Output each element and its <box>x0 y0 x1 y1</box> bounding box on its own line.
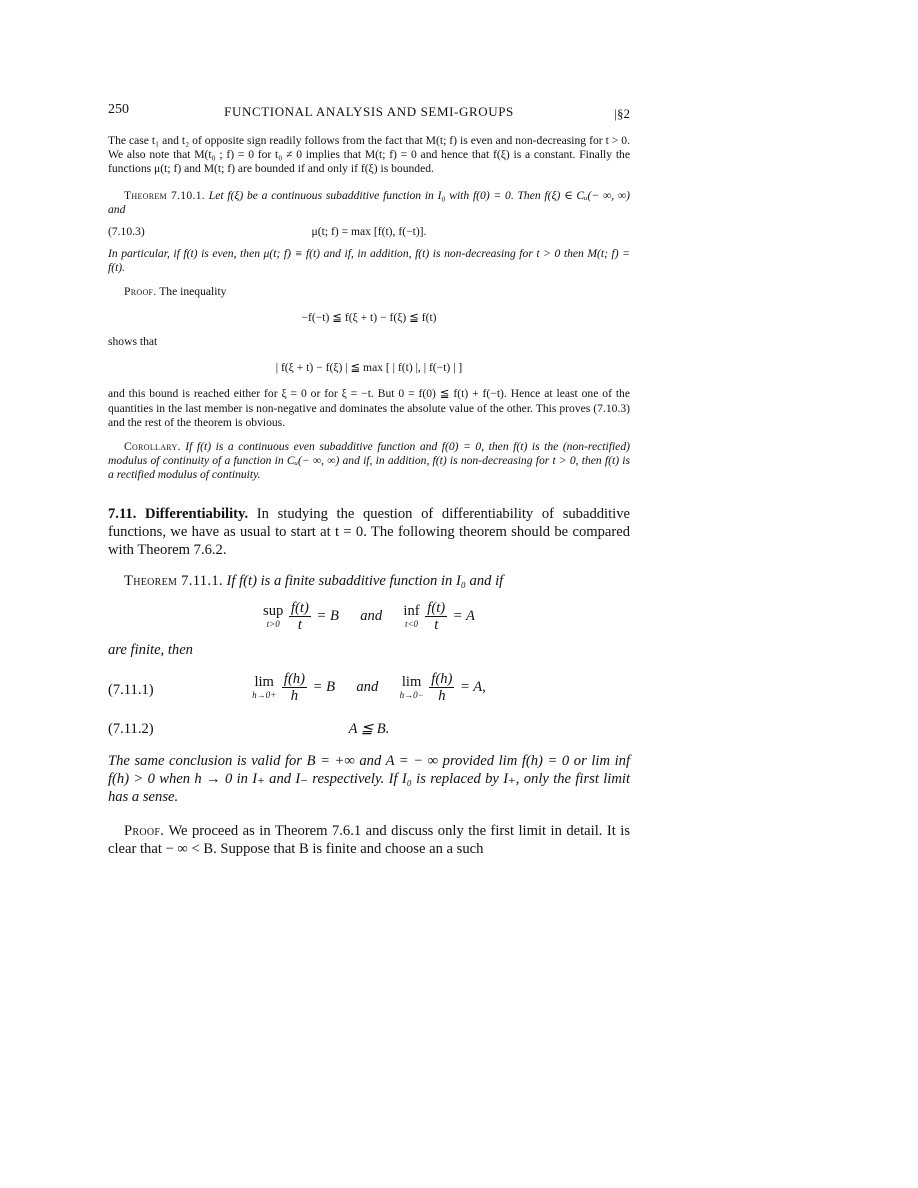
equation-7-11-2 <box>108 720 630 738</box>
section-marker: |§2 <box>614 106 630 121</box>
corollary <box>108 440 630 483</box>
inequality-1: −f(−t) ≦ f(ξ + t) − f(ξ) ≦ f(t) <box>301 310 437 324</box>
sup-inf-display: sup t>0 $\frac{f(t)}{t}$ = B and inf t<0 $\frac{f(t)}{t}$ = A <box>263 599 475 633</box>
proof-7-11-1 <box>108 822 630 858</box>
fraction-f-over-t: $\frac{f(t)}{t}$ <box>427 599 446 633</box>
page <box>108 96 630 858</box>
section-text: In studying the question of differentiability of subadditive functions, we have as usual to start at t = 0. The following theorem should be compared with Theorem 7.6.2. <box>108 505 630 558</box>
fraction-f-over-h: $\frac{f(h)}{h}$ <box>283 670 305 704</box>
fraction-f-over-t: $\frac{f(t)}{t}$ <box>290 599 309 633</box>
theorem-7-10-1-continuation: In particular, if f(t) is even, then μ(t; f) ≡ f(t) and if, in addition, f(t) is non-decreasing for t > 0 then M(t; f) = f(t). <box>108 247 630 275</box>
equation-7-11-1: (7.11.1) lim h→0+ $\frac{f(h)}{h}$ = B and lim h→0− $\frac{f(h)}{h}$ = A, <box>108 670 486 704</box>
proof-7-10-1 <box>108 285 630 299</box>
paragraph-bound-reached: and this bound is reached either for ξ = 0 or for ξ = −t. But 0 = f(0) ≦ f(t) + f(−t). Hence at least one of the quantities in the last member is non-negative and dominates the absolute value of the other. This proves (7.10.3) and the rest of the theorem is obvious. <box>108 387 630 429</box>
equation-number: (7.11.1) <box>108 681 154 698</box>
inequality-2: | f(ξ + t) − f(ξ) | ≦ max [ | f(t) |, | f(−t) | ] <box>275 361 463 375</box>
section-heading: 7.11. Differentiability. <box>108 505 249 522</box>
theorem-text: If f(t) is a finite subadditive function in I₀ and if <box>222 572 504 589</box>
proof-text: The inequality <box>156 284 227 298</box>
proof-label: Proof. <box>124 822 165 839</box>
theorem-7-10-1 <box>108 189 630 217</box>
equation-body: μ(t; f) = max [f(t), f(−t)]. <box>311 225 427 239</box>
running-title: FUNCTIONAL ANALYSIS AND SEMI-GROUPS <box>224 104 514 119</box>
corollary-text: If f(t) is a continuous even subadditive function and f(0) = 0, then f(t) is the (non-rectified) modulus of continuity of a function in Cᵤ(− ∞, ∞) and if, in addition, f(t) is non-decreasing for t > 0, then f(t) is a rectified modulus of continuity. <box>108 440 630 482</box>
paragraph-case-opposite-sign: The case t₁ and t₂ of opposite sign readily follows from the fact that M(t; f) is even and non-decreasing for t > 0. We also note that M(t₀ ; f) = 0 for t₀ ≠ 0 implies that M(t; f) = 0 and hence that f(ξ) is a constant. Finally the functions μ(t; f) and M(t; f) are bounded if and only if f(ξ) is bounded. <box>108 134 630 176</box>
section-7-11 <box>108 505 630 559</box>
inf-operator: inf t<0 <box>403 603 420 630</box>
shows-that: shows that <box>108 335 158 349</box>
theorem-label: Theorem 7.11.1. <box>124 572 223 589</box>
equation-7-10-3 <box>108 225 630 239</box>
are-finite: are finite, then <box>108 641 193 658</box>
theorem-label: Theorem 7.10.1. <box>124 188 205 202</box>
equation-body: A ≦ B. <box>348 720 390 737</box>
proof-label: Proof. <box>124 284 157 298</box>
proof-text: We proceed as in Theorem 7.6.1 and discuss only the first limit in detail. It is clear that − ∞ < B. Suppose that B is finite and choose an a such <box>108 822 630 857</box>
theorem-7-11-1 <box>108 572 630 590</box>
sup-operator: sup t>0 <box>263 603 284 630</box>
fraction-f-over-h: $\frac{f(h)}{h}$ <box>431 670 453 704</box>
running-header <box>108 96 630 120</box>
page-number: 250 <box>108 102 129 117</box>
same-conclusion: The same conclusion is valid for B = +∞ and A = − ∞ provided lim f(h) = 0 or lim inf f(h) > 0 when h → 0 in I₊ and I₋ respectively. If I₀ is replaced by I₊, only the first limit has a sense. <box>108 752 630 805</box>
lim-operator: lim h→0+ <box>252 674 277 701</box>
corollary-label: Corollary. <box>124 440 181 454</box>
theorem-text: Let f(ξ) be a continuous subadditive function in I₀ with f(0) = 0. Then f(ξ) ∈ Cᵤ(− ∞, ∞) and <box>108 188 631 216</box>
lim-operator: lim h→0− <box>399 674 424 701</box>
equation-number: (7.11.2) <box>108 720 154 737</box>
equation-number: (7.10.3) <box>108 225 145 239</box>
